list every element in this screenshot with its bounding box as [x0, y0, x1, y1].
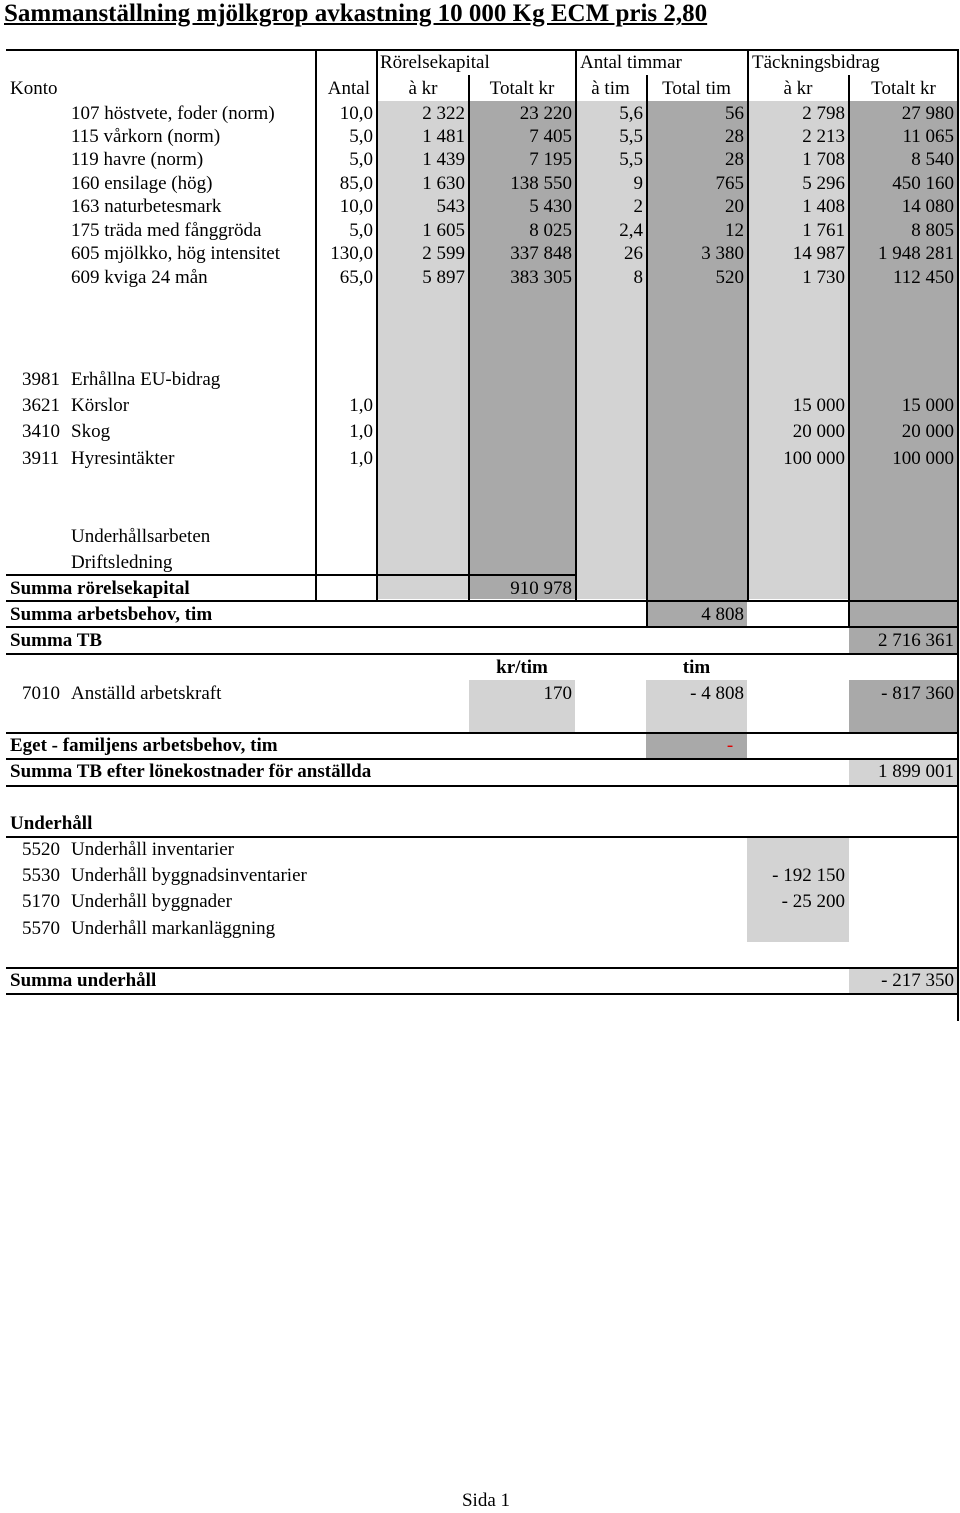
cell-tottim: 765	[715, 173, 744, 194]
underhall-code: 5530	[22, 865, 60, 886]
cell-atim: 2	[633, 196, 643, 217]
cell-akr: 1 630	[422, 173, 465, 194]
income-antal: 1,0	[349, 421, 373, 442]
cell-atim: 5,6	[619, 103, 643, 124]
cell-totkr: 7 405	[529, 126, 572, 147]
cell-atim: 5,5	[619, 126, 643, 147]
cell-tb-akr: 5 296	[802, 173, 845, 194]
cell-tb-tot: 1 948 281	[878, 243, 954, 264]
anstalld-kr: - 817 360	[881, 683, 954, 704]
col-atim: à tim	[591, 78, 630, 99]
col-tottim: Total tim	[662, 78, 731, 99]
cell-akr: 543	[436, 196, 465, 217]
income-antal: 1,0	[349, 395, 373, 416]
summa-underhall-label: Summa underhåll	[10, 970, 157, 991]
income-code: 3981	[22, 369, 60, 390]
anstalld-krtim: 170	[543, 683, 572, 704]
cell-antal: 85,0	[339, 173, 373, 194]
eget-label: Eget - familjens arbetsbehov, tim	[10, 735, 278, 756]
income-tb-tot: 20 000	[901, 421, 954, 442]
underhall-value: - 192 150	[772, 865, 845, 886]
income-label: Hyresintäkter	[71, 448, 175, 469]
underhall-code: 5170	[22, 891, 60, 912]
tb-efter-value: 1 899 001	[878, 761, 954, 782]
income-code: 3911	[22, 448, 60, 469]
underhall-label: Underhåll markanläggning	[71, 918, 276, 939]
cell-atim: 9	[633, 173, 643, 194]
summa-arbetsbehov-value: 4 808	[701, 604, 744, 625]
cell-tb-tot: 14 080	[901, 196, 954, 217]
cell-konto: 160 ensilage (hög)	[71, 173, 213, 194]
cell-totkr: 337 848	[510, 243, 572, 264]
col-rk-totkr: Totalt kr	[489, 78, 555, 99]
cell-tb-akr: 2 213	[802, 126, 845, 147]
cell-akr: 1 605	[422, 220, 465, 241]
summa-rorelsekapital-value: 910 978	[510, 578, 572, 599]
cell-konto: 107 höstvete, foder (norm)	[71, 103, 275, 124]
cell-tb-akr: 1 730	[802, 267, 845, 288]
income-label: Skog	[71, 421, 111, 442]
income-label: Körslor	[71, 395, 130, 416]
label-driftsledning: Driftsledning	[71, 552, 173, 573]
tb-efter-label: Summa TB efter lönekostnader för anställda	[10, 761, 372, 782]
cell-atim: 5,5	[619, 149, 643, 170]
underhall-code: 5520	[22, 839, 60, 860]
cell-atim: 8	[633, 267, 643, 288]
cell-akr: 1 439	[422, 149, 465, 170]
summa-arbetsbehov-label: Summa arbetsbehov, tim	[10, 604, 213, 625]
cell-konto: 175 träda med fånggröda	[71, 220, 262, 241]
cell-konto: 119 havre (norm)	[71, 149, 204, 170]
cell-konto: 609 kviga 24 mån	[71, 267, 208, 288]
label-underhallsarbeten: Underhållsarbeten	[71, 526, 211, 547]
group-tackningsbidrag: Täckningsbidrag	[752, 52, 880, 73]
cell-tottim: 28	[725, 149, 744, 170]
page-number: Sida 1	[461, 1490, 511, 1511]
cell-tb-tot: 8 805	[911, 220, 954, 241]
col-tb-totkr: Totalt kr	[871, 78, 936, 99]
cell-totkr: 383 305	[510, 267, 572, 288]
cell-tb-akr: 2 798	[802, 103, 845, 124]
underhall-value: - 25 200	[781, 891, 845, 912]
cell-akr: 5 897	[422, 267, 465, 288]
underhall-label: Underhåll inventarier	[71, 839, 235, 860]
col-tb-akr: à kr	[783, 78, 813, 99]
cell-atim: 2,4	[619, 220, 643, 241]
cell-antal: 65,0	[339, 267, 373, 288]
cell-atim: 26	[624, 243, 643, 264]
line-tb-efter-bottom	[6, 785, 958, 787]
income-label: Erhållna EU-bidrag	[71, 369, 221, 390]
cell-totkr: 5 430	[529, 196, 572, 217]
cell-tb-tot: 112 450	[892, 267, 954, 288]
eget-value: -	[726, 735, 734, 756]
cell-tottim: 28	[725, 126, 744, 147]
anstalld-tim: - 4 808	[690, 683, 744, 704]
income-tb-akr: 100 000	[783, 448, 845, 469]
summa-rorelsekapital-label: Summa rörelsekapital	[10, 578, 190, 599]
cell-tb-akr: 1 761	[802, 220, 845, 241]
income-antal: 1,0	[349, 448, 373, 469]
col-konto: Konto	[10, 78, 58, 99]
cell-totkr: 7 195	[529, 149, 572, 170]
anstalld-label: Anställd arbetskraft	[71, 683, 222, 704]
group-rorelsekapital: Rörelsekapital	[380, 52, 490, 73]
cell-tb-tot: 27 980	[901, 103, 954, 124]
col-rk-akr: à kr	[408, 78, 438, 99]
cell-totkr: 138 550	[510, 173, 572, 194]
group-antal-timmar: Antal timmar	[580, 52, 682, 73]
cell-tb-tot: 450 160	[892, 173, 954, 194]
underhall-heading: Underhåll	[10, 813, 93, 834]
cell-akr: 2 322	[422, 103, 465, 124]
underhall-code: 5570	[22, 918, 60, 939]
cell-tottim: 3 380	[701, 243, 744, 264]
cell-tb-akr: 14 987	[792, 243, 845, 264]
income-tb-akr: 15 000	[792, 395, 845, 416]
cell-antal: 10,0	[339, 196, 373, 217]
cell-tottim: 520	[715, 267, 744, 288]
underhall-label: Underhåll byggnadsinventarier	[71, 865, 307, 886]
cell-tottim: 56	[725, 103, 744, 124]
cell-akr: 1 481	[422, 126, 465, 147]
cell-totkr: 8 025	[529, 220, 572, 241]
cell-tb-tot: 8 540	[911, 149, 954, 170]
page-title: Sammanställning mjölkgrop avkastning 10 000 Kg ECM pris 2,80	[4, 0, 708, 27]
col-antal: Antal	[327, 78, 370, 99]
cell-tb-akr: 1 408	[802, 196, 845, 217]
cell-tb-tot: 11 065	[902, 126, 954, 147]
cell-tottim: 12	[725, 220, 744, 241]
cell-antal: 10,0	[339, 103, 373, 124]
income-tb-tot: 15 000	[901, 395, 954, 416]
cell-konto: 605 mjölkko, hög intensitet	[71, 243, 280, 264]
unit-tim: tim	[682, 657, 711, 678]
cell-akr: 2 599	[422, 243, 465, 264]
cell-totkr: 23 220	[519, 103, 572, 124]
unit-krtim: kr/tim	[496, 657, 548, 678]
summa-tb-value: 2 716 361	[878, 630, 954, 651]
underhall-label: Underhåll byggnader	[71, 891, 232, 912]
summa-underhall-value: - 217 350	[881, 970, 954, 991]
cell-tottim: 20	[725, 196, 744, 217]
cell-antal: 130,0	[330, 243, 373, 264]
income-code: 3621	[22, 395, 60, 416]
cell-konto: 115 vårkorn (norm)	[71, 126, 221, 147]
cell-konto: 163 naturbetesmark	[71, 196, 222, 217]
cell-antal: 5,0	[349, 220, 373, 241]
income-tb-tot: 100 000	[892, 448, 954, 469]
cell-antal: 5,0	[349, 149, 373, 170]
summa-tb-label: Summa TB	[10, 630, 103, 651]
vline-8	[957, 49, 959, 1021]
anstalld-code: 7010	[22, 683, 60, 704]
cell-antal: 5,0	[349, 126, 373, 147]
cell-tb-akr: 1 708	[802, 149, 845, 170]
income-code: 3410	[22, 421, 60, 442]
income-tb-akr: 20 000	[792, 421, 845, 442]
